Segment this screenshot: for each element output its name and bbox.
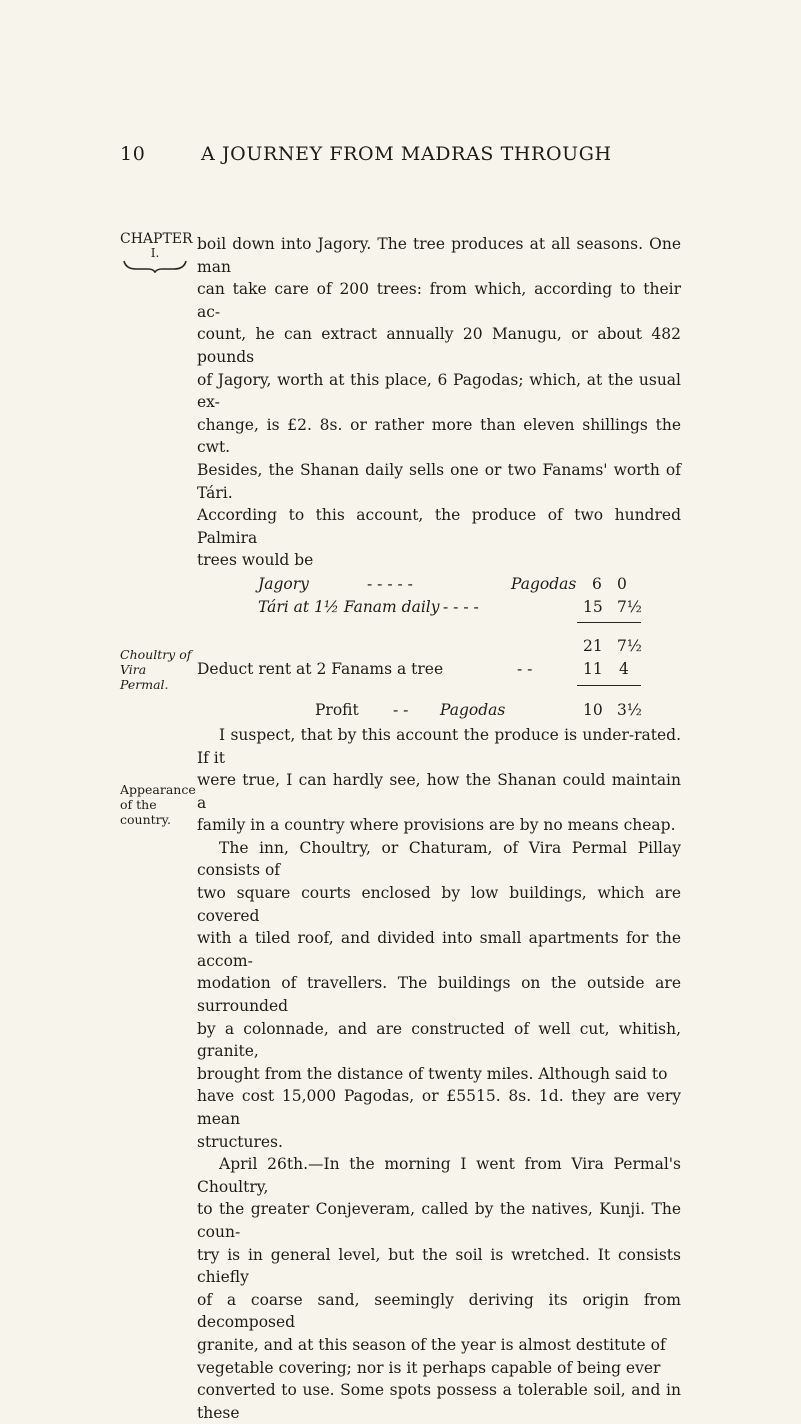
line: Besides, the Shanan daily sells one or two Fanams' worth of Tári. [197,460,681,502]
jagory-fanams: 0 [617,574,627,593]
margin-note-appearance: Appearance of the country. [120,782,196,827]
dashes: - - - - [443,597,479,616]
chapter-number: I. [150,246,160,260]
tari-label: Tári at 1½ Fanam daily [258,597,440,616]
line: with a tiled roof, and divided into small apartments for the accom- [197,929,681,970]
paragraph-april [197,1153,681,1424]
line: by a colonnade, and are constructed of well cut, whitish, granite, [197,1019,681,1061]
sum-fanams: 7½ [617,636,642,655]
jagory-label: Jagory [258,574,309,593]
line: April 26th.—In the morning I went from Vira Permal's Choultry, [197,1155,681,1196]
line: I suspect, that by this account the produce is under-rated. If it [197,725,681,767]
line: of a coarse sand, seemingly deriving its origin from decomposed [197,1290,681,1332]
line: can take care of 200 trees: from which, according to their ac- [197,280,681,321]
profit-fanams: 3½ [617,700,642,719]
rent-fanams: 4 [619,659,629,678]
chapter-brace-icon [122,259,188,273]
profit-pagodas-label: Pagodas [440,700,506,719]
chapter-marker [120,231,193,273]
tari-fanams: 7½ [617,597,642,616]
line: trees would be [197,551,314,570]
line: structures. [197,1132,283,1151]
margin-note-choultry: Choultry of Vira Permal. [120,647,192,692]
dashes: - - [393,700,409,719]
line: vegetable covering; nor is it perhaps capable of being ever [197,1358,661,1377]
line: According to this account, the produce of two hundred Palmira [197,506,681,547]
jagory-pagodas: 6 [592,574,602,593]
line: brought from the distance of twenty miles. Although said to [197,1064,668,1083]
tari-pagodas: 15 [583,597,603,616]
running-title: A JOURNEY FROM MADRAS THROUGH [201,143,612,165]
line: to the greater Conjeveram, called by the natives, Kunji. The coun- [197,1200,681,1241]
profit-rule [577,685,641,686]
rent-pagodas: 11 [583,659,603,678]
produce-account [197,572,681,757]
line: modation of travellers. The buildings on the outside are surrounded [197,974,681,1016]
page-number: 10 [120,143,146,165]
line: The inn, Choultry, or Chaturam, of Vira Permal Pillay consists of [197,838,681,880]
dashes: - - [517,659,533,678]
line: two square courts enclosed by low buildings, which are covered [197,884,681,925]
pagodas-label: Pagodas [511,574,577,593]
paragraph-choultry [197,837,681,1153]
line: change, is £2. 8s. or rather more than eleven shillings the cwt. [197,415,681,457]
sum-rule [577,622,641,623]
dashes: - - - - - [367,574,413,593]
line: were true, I can hardly see, how the Shanan could maintain a [197,771,681,812]
line: try is in general level, but the soil is wretched. It consists chiefly [197,1245,681,1287]
body-text [197,233,681,1424]
sum-pagodas: 21 [583,636,603,655]
line: have cost 15,000 Pagodas, or £5515. 8s. 1d. they are very mean [197,1087,681,1128]
rent-label: Deduct rent at 2 Fanams a tree [197,659,444,678]
line: granite, and at this season of the year is almost destitute of [197,1335,666,1354]
profit-pagodas: 10 [583,700,603,719]
line: of Jagory, worth at this place, 6 Pagodas; which, at the usual ex- [197,370,681,412]
chapter-label: CHAPTER [120,231,193,247]
line: family in a country where provisions are by no means cheap. [197,816,676,835]
profit-label: Profit [315,700,359,719]
line: count, he can extract annually 20 Manugu, or about 482 pounds [197,325,681,366]
paragraph-jagory [197,233,681,572]
line: boil down into Jagory. The tree produces at all seasons. One man [197,235,681,276]
line: converted to use. Some spots possess a tolerable soil, and in these [197,1381,681,1422]
